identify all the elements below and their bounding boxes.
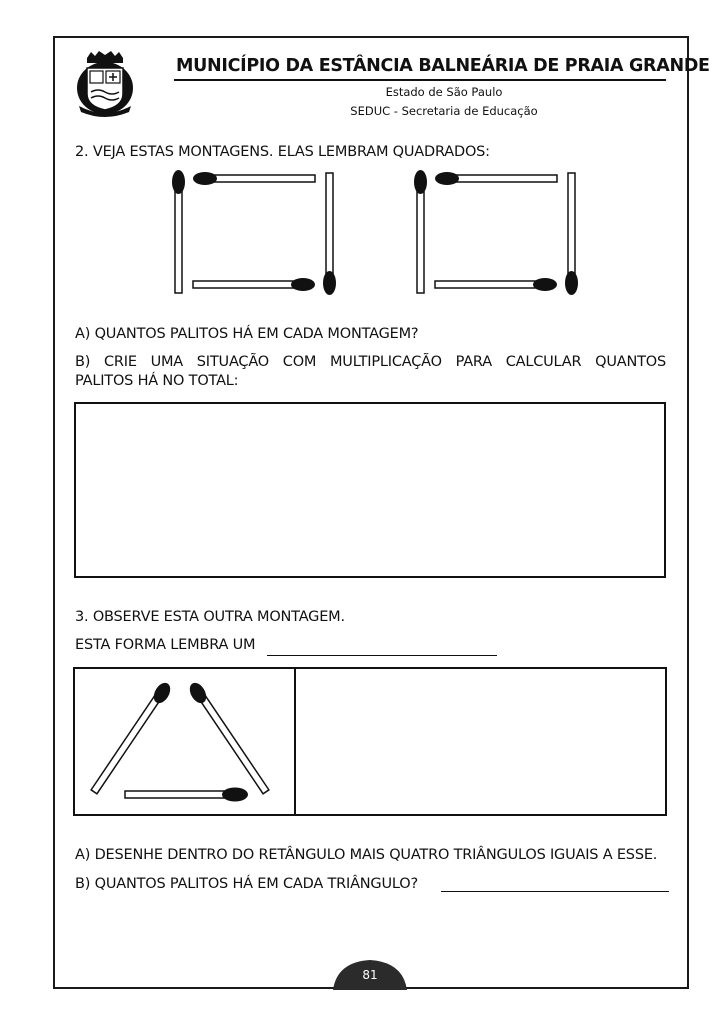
matchstick-triangle-figure — [78, 672, 288, 812]
department-name: SEDUC - Secretaria de Educação — [350, 104, 538, 118]
title-underline — [174, 79, 666, 81]
answer-blank-sticks[interactable] — [441, 891, 669, 892]
question-3b: B) QUANTOS PALITOS HÁ EM CADA TRIÂNGULO? — [75, 876, 418, 892]
municipality-title: MUNICÍPIO DA ESTÂNCIA BALNEÁRIA DE PRAIA GRANDE — [176, 56, 710, 76]
question-2b-line-1: B) CRIE UMA SITUAÇÃO COM MULTIPLICAÇÃO PARA CALCULAR QUANTOS — [75, 354, 666, 370]
question-2-title: 2. VEJA ESTAS MONTAGENS. ELAS LEMBRAM QUADRADOS: — [75, 144, 490, 160]
page-number: 81 — [362, 968, 378, 982]
question-3-title: 3. OBSERVE ESTA OUTRA MONTAGEM. — [75, 609, 345, 625]
rectangle-divider — [294, 667, 296, 816]
question-2b-line-2: PALITOS HÁ NO TOTAL: — [75, 373, 239, 389]
matchstick-square-2 — [414, 170, 578, 295]
municipal-crest-logo — [73, 50, 137, 120]
matchstick-square-1 — [172, 170, 336, 295]
question-3-prompt: ESTA FORMA LEMBRA UM — [75, 637, 256, 653]
matchstick-squares-figure — [160, 165, 680, 300]
state-name: Estado de São Paulo — [385, 85, 503, 99]
question-3a: A) DESENHE DENTRO DO RETÂNGULO MAIS QUATRO TRIÂNGULOS IGUAIS A ESSE. — [75, 847, 658, 863]
answer-blank-shape[interactable] — [267, 655, 497, 656]
answer-box-2b[interactable] — [74, 402, 666, 578]
question-2a: A) QUANTOS PALITOS HÁ EM CADA MONTAGEM? — [75, 326, 419, 342]
